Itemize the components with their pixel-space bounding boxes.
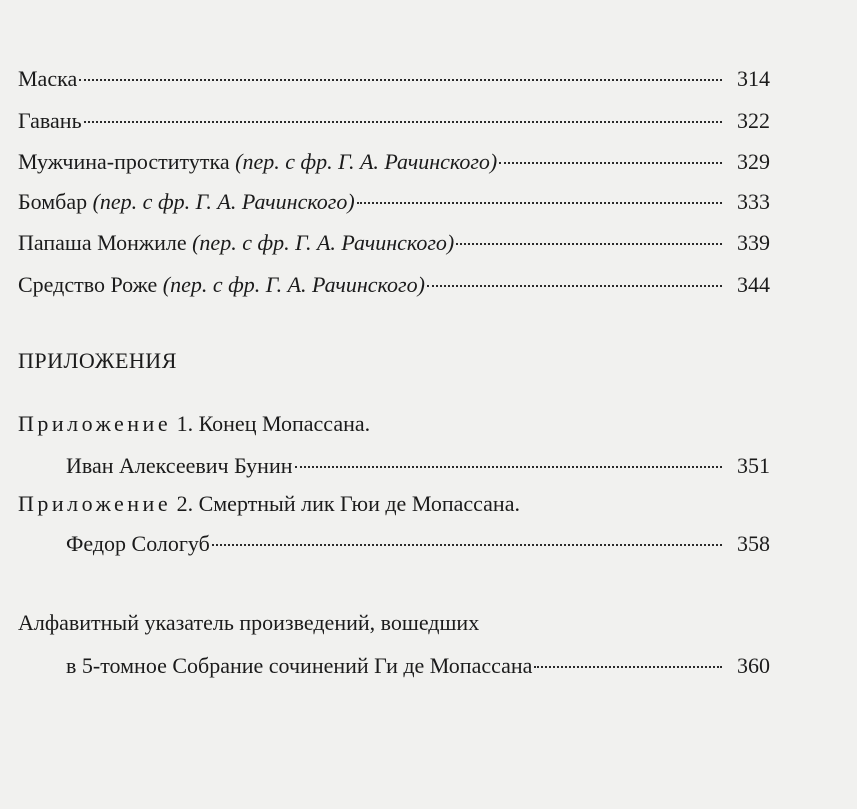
toc-entry-bunin bbox=[66, 449, 770, 483]
toc-entry-page: 360 bbox=[737, 653, 770, 678]
toc-entry-page: 351 bbox=[737, 453, 770, 478]
appendix-1-rest: 1. Конец Мопассана. bbox=[171, 411, 371, 436]
appendix-2-title bbox=[18, 487, 520, 521]
toc-entry-page: 329 bbox=[737, 149, 770, 174]
appendix-word: Приложение bbox=[18, 411, 172, 436]
toc-entry-page: 358 bbox=[737, 531, 770, 556]
leader-dots bbox=[357, 202, 722, 204]
leader-dots bbox=[499, 162, 722, 164]
leader-dots bbox=[534, 666, 722, 668]
toc-entry-index bbox=[66, 649, 770, 683]
toc-entry-translator: (пер. с фр. Г. А. Рачинского) bbox=[162, 272, 425, 297]
appendix-word: Приложение bbox=[18, 491, 172, 516]
toc-entry-page: 344 bbox=[737, 272, 770, 297]
appendix-2-rest: 2. Смертный лик Гюи де Мопассана. bbox=[171, 491, 520, 516]
toc-entry-title: Маска bbox=[18, 66, 78, 91]
toc-entry-page: 314 bbox=[737, 66, 770, 91]
toc-entry-page: 322 bbox=[737, 108, 770, 133]
toc-entry-title: Федор Сологуб bbox=[66, 531, 210, 556]
toc-entry-maska bbox=[18, 62, 770, 96]
leader-dots bbox=[456, 243, 722, 245]
toc-entry-sologub bbox=[66, 527, 770, 561]
toc-entry-translator: (пер. с фр. Г. А. Рачинского) bbox=[92, 189, 355, 214]
leader-dots bbox=[84, 121, 722, 123]
toc-entry-sredstvo bbox=[18, 268, 770, 302]
toc-entry-title: Гавань bbox=[18, 108, 82, 133]
toc-entry-title: Средство Роже bbox=[18, 272, 163, 297]
index-title-line1: Алфавитный указатель произведений, вошедших bbox=[18, 610, 480, 635]
toc-entry-translator: (пер. с фр. Г. А. Рачинского) bbox=[235, 149, 498, 174]
toc-entry-title: Бомбар bbox=[18, 189, 93, 214]
appendix-heading: ПРИЛОЖЕНИЯ bbox=[18, 348, 177, 373]
toc-entry-title: Мужчина-проститутка bbox=[18, 149, 236, 174]
appendix-1-title bbox=[18, 407, 370, 441]
toc-entry-page: 333 bbox=[737, 189, 770, 214]
leader-dots bbox=[79, 79, 722, 81]
leader-dots bbox=[212, 544, 722, 546]
toc-entry-bombar bbox=[18, 185, 770, 219]
leader-dots bbox=[295, 466, 723, 468]
toc-entry-gavan bbox=[18, 104, 770, 138]
toc-entry-muzhchina bbox=[18, 145, 770, 179]
leader-dots bbox=[427, 285, 722, 287]
toc-entry-title: в 5-томное Собрание сочинений Ги де Мопассана bbox=[66, 653, 533, 678]
toc-entry-translator: (пер. с фр. Г. А. Рачинского) bbox=[192, 230, 455, 255]
toc-entry-page: 339 bbox=[737, 230, 770, 255]
toc-entry-title: Папаша Монжиле bbox=[18, 230, 193, 255]
toc-entry-title: Иван Алексеевич Бунин bbox=[66, 453, 293, 478]
toc-entry-papasha bbox=[18, 226, 770, 260]
